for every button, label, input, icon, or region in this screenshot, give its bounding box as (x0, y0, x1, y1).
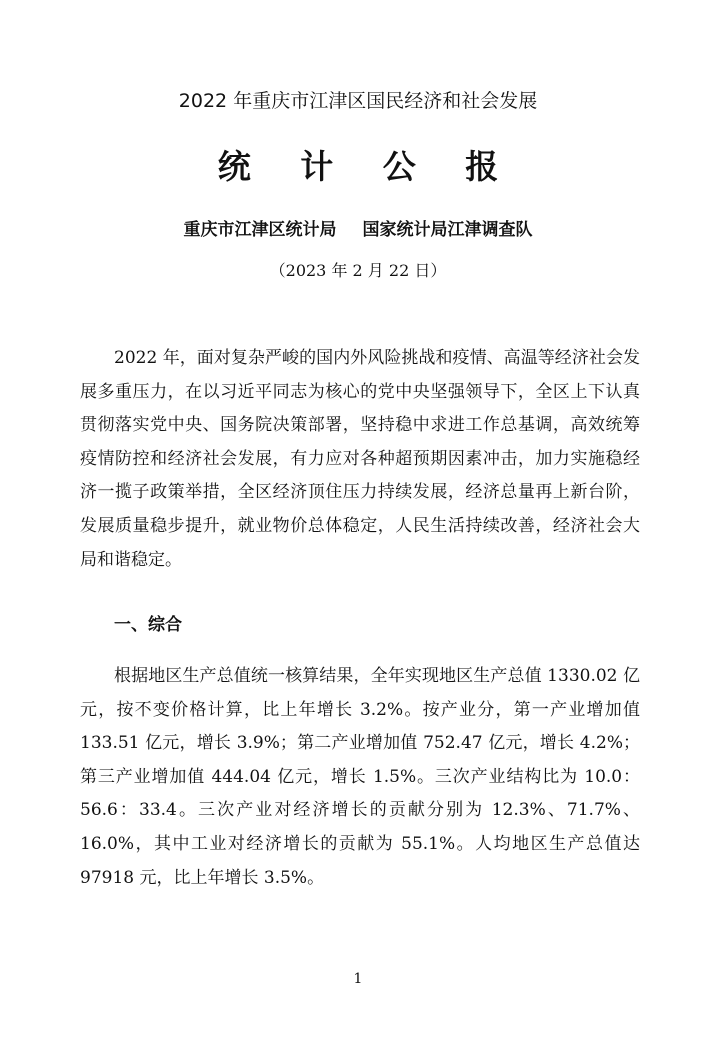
report-subtitle: 2022 年重庆市江津区国民经济和社会发展 (178, 90, 538, 112)
publication-date: （2023 年 2 月 22 日） (269, 261, 447, 280)
issuing-agencies (0, 216, 716, 244)
section-general-paragraph: 根据地区生产总值统一核算结果，全年实现地区生产总值 1330.02 亿元，按不变价格计算，比上年增长 3.2%。按产业分，第一产业增加值 133.51 亿元，增长 3.9%；第二产业增加值 752.47 亿元，增长 4.2%；第三产业增加值 444.04 亿元，增长 1.5%。三次产业结构比为 10.0：56.6：33.4。三次产业对经济增长的贡献分别为 12.3%、71.7%、16.0%，其中工业对经济增长的贡献为 55.1%。人均地区生产总值达 97918 元，比上年增长 3.5%。 (80, 666, 640, 888)
agency-statistics-bureau: 重庆市江津区统计局 (183, 220, 337, 240)
section-heading-general: 一、综合 (114, 615, 182, 635)
report-title: 统 计 公 报 (217, 147, 518, 186)
intro-paragraph: 2022 年，面对复杂严峻的国内外风险挑战和疫情、高温等经济社会发展多重压力，在以习近平同志为核心的党中央坚强领导下，全区上下认真贯彻落实党中央、国务院决策部署，坚持稳中求进工作总基调，高效统筹疫情防控和经济社会发展，有力应对各种超预期因素冲击，加力实施稳经济一揽子政策举措，全区经济顶住压力持续发展，经济总量再上新台阶，发展质量稳步提升，就业物价总体稳定，人民生活持续改善，经济社会大局和谐稳定。 (80, 348, 640, 570)
agency-survey-team: 国家统计局江津调查队 (362, 220, 533, 240)
page-number: 1 (353, 971, 363, 987)
